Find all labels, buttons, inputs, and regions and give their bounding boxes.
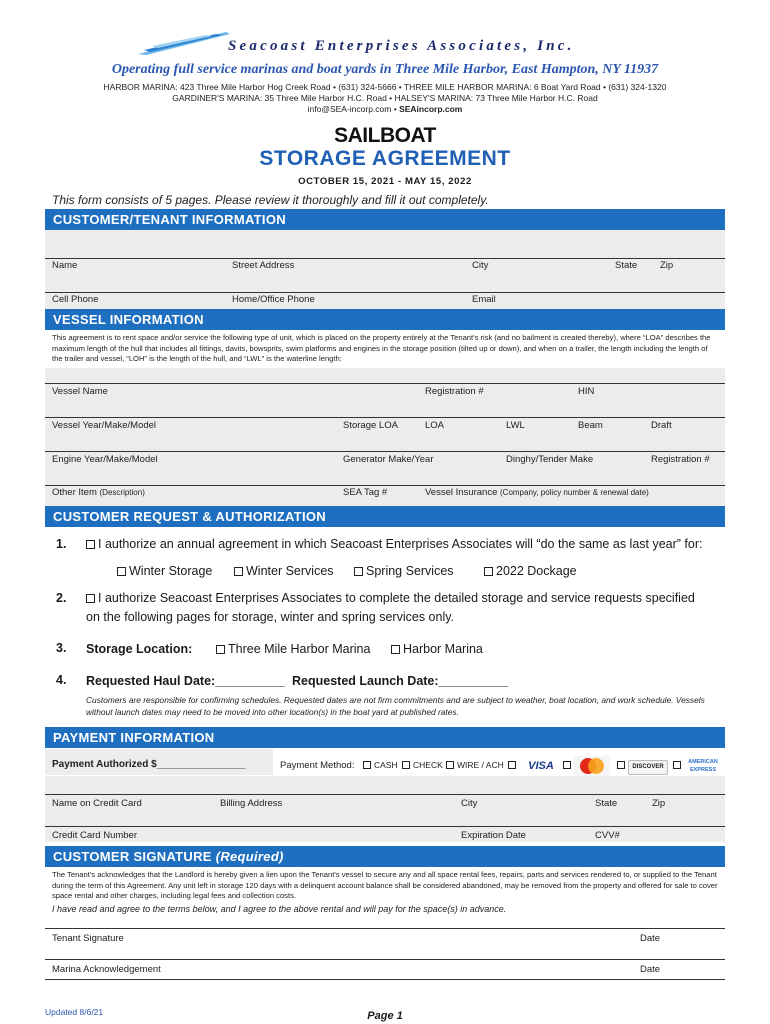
swoosh-logo-icon [136,30,232,56]
checkbox[interactable] [86,540,95,549]
address-line-1: HARBOR MARINA: 423 Three Mile Harbor Hog Creek Road • (631) 324-5666 • THREE MILE HARBOR MARINA: 6 Boat Yard Road • (631) 324-1320 [103,82,667,92]
field-line[interactable] [45,417,725,418]
card-fields-area [45,776,725,842]
street-label: Street Address [232,260,295,271]
checkbox[interactable] [617,761,625,769]
vessel-description: This agreement is to rent space and/or service the following type of unit, which is placed on the property entirely at the Tenant's risk (and no bailment is created thereby), where “LOA” describes the maximum length of the hull that includes all fittings, davits, bowsprits, swim platforms and engines in the storage position (tilted up or down), and when on a trailer, the length including the length of the trailer and vessel, “LOH” is the length of the hull, and “LWL” is the waterline length: [52,333,711,363]
field-line[interactable] [45,383,725,384]
item-number: 3. [56,641,67,655]
term-dates: OCTOBER 15, 2021 - MAY 15, 2022 [298,176,472,187]
billing-zip-label: Zip [652,798,666,809]
cell-phone-label: Cell Phone [52,294,99,305]
field-line[interactable] [45,826,725,827]
visa-logo-icon: VISA [528,760,554,772]
hin-label: HIN [578,386,595,397]
registration-label: Registration # [425,386,484,397]
lwl-label: LWL [506,420,525,431]
billing-address-label: Billing Address [220,798,283,809]
lien-text: The Tenant's acknowledges that the Landlord is hereby given a lien upon the Tenant's vessel to secure any and all space rental fees, repairs, parts and services rendered to, or supplied to the Tenant during the term of this Agreement. Any unit left in storage 120 days with a delinquent account balance shall be considered abandoned, may be removed from the property and offered for sale to cover space rental and other charges, including legal fees and collection costs. [52,870,718,900]
letterhead [0,0,770,120]
checkbox[interactable] [673,761,681,769]
tenant-date-label: Date [640,933,661,944]
updated-date: Updated 8/6/21 [45,1007,104,1017]
spring-services-option[interactable]: Spring Services [354,564,454,578]
beam-label: Beam [578,420,603,431]
address-line-2: GARDINER'S MARINA: 35 Three Mile Harbor H.C. Road • HALSEY'S MARINA: 73 Three Mile Harbor H.C. Road [172,93,598,103]
dinghy-label: Dinghy/Tender Make [506,454,594,465]
generator-label: Generator Make/Year [343,454,434,465]
other-item-label: Other Item (Description) [52,487,145,498]
field-line[interactable] [45,485,725,486]
page-number: Page 1 [367,1010,403,1022]
request-section-heading: CUSTOMER REQUEST & AUTHORIZATION [45,506,725,527]
field-line[interactable] [45,794,725,795]
harbor-marina-option[interactable]: Harbor Marina [391,642,483,656]
vessel-section-heading: VESSEL INFORMATION [45,309,725,330]
city-label: City [472,260,489,271]
name-on-card-label: Name on Credit Card [52,798,142,809]
storage-loa-label: Storage LOA [343,420,398,431]
field-line[interactable] [45,451,725,452]
checkbox[interactable] [563,761,571,769]
expiration-label: Expiration Date [461,830,526,841]
item-number: 2. [56,591,67,605]
item-number: 4. [56,673,67,687]
checkbox[interactable] [363,761,371,769]
amex-checkbox[interactable] [673,760,684,771]
detailed-request-option[interactable]: I authorize Seacoast Enterprises Associates to complete the detailed storage and service requests specified [86,591,695,605]
checkbox[interactable] [234,567,243,576]
three-mile-harbor-option[interactable]: Three Mile Harbor Marina [216,642,370,656]
field-line[interactable] [45,258,725,259]
title-storage-agreement: STORAGE AGREEMENT [259,147,511,170]
customer-section-heading: CUSTOMER/TENANT INFORMATION [45,209,725,230]
schedule-note: Customers are responsible for confirming schedules. Requested dates are not firm commitments and are subject to weather, boat location, and work schedule. Vessels without launch dates may need to be moved into other location(s) in the boat yard at published rates. [86,695,705,717]
checkbox[interactable] [86,594,95,603]
card-number-label: Credit Card Number [52,830,137,841]
zip-label: Zip [660,260,674,271]
agree-text: I have read and agree to the terms below, and I agree to the above rental and will pay for the space(s) in advance. [52,904,507,914]
billing-city-label: City [461,798,478,809]
state-label: State [615,260,638,271]
winter-services-option[interactable]: Winter Services [234,564,334,578]
dockage-option[interactable]: 2022 Dockage [484,564,577,578]
checkbox[interactable] [508,761,516,769]
sea-tag-label: SEA Tag # [343,487,388,498]
website-text: SEAincorp.com [399,104,463,114]
amex-logo-icon: AMERICAN EXPRESS [688,759,718,773]
email-label: Email [472,294,496,305]
loa-label: LOA [425,420,445,431]
checkbox[interactable] [117,567,126,576]
signature-line[interactable] [45,979,725,980]
home-phone-label: Home/Office Phone [232,294,315,305]
signature-line[interactable] [45,959,725,960]
checkbox[interactable] [484,567,493,576]
intro-text: This form consists of 5 pages. Please review it thoroughly and fill it out completely. [52,193,489,207]
checkbox[interactable] [446,761,454,769]
check-option[interactable]: CHECK [402,760,443,770]
signature-section-heading: CUSTOMER SIGNATURE (Required) [45,846,725,867]
marina-ack-label: Marina Acknowledgement [52,964,161,975]
storage-location-label: Storage Location: [86,642,193,656]
marina-date-label: Date [640,964,661,975]
checkbox[interactable] [216,645,225,654]
company-name: Seacoast Enterprises Associates, Inc. [228,38,575,54]
annual-agreement-option[interactable]: I authorize an annual agreement in which Seacoast Enterprises Associates will “do the same as last year” for: [86,537,702,551]
customer-fields-area [45,230,725,320]
discover-logo-icon: DISCOVER [628,760,668,775]
billing-state-label: State [595,798,618,809]
discover-checkbox[interactable] [617,760,628,771]
vessel-name-label: Vessel Name [52,386,108,397]
winter-storage-option[interactable]: Winter Storage [117,564,212,578]
tagline: Operating full service marinas and boat yards in Three Mile Harbor, East Hampton, NY 11937 [111,62,659,77]
checkbox[interactable] [354,567,363,576]
haul-date-field[interactable]: Requested Haul Date:__________ [86,674,285,688]
checkbox[interactable] [402,761,410,769]
contact-line [0,104,770,114]
draft-label: Draft [651,420,672,431]
payment-section-heading: PAYMENT INFORMATION [45,727,725,748]
tenant-signature-label: Tenant Signature [52,933,124,944]
item-number: 1. [56,537,67,551]
field-line[interactable] [45,292,725,293]
registration-2-label: Registration # [651,454,710,465]
name-label: Name [52,260,78,271]
title-sailboat: SAILBOAT [334,124,436,147]
visa-checkbox[interactable] [508,760,519,771]
cash-option[interactable]: CASH [363,760,398,770]
insurance-label: Vessel Insurance (Company, policy number & renewal date) [425,487,649,498]
detailed-request-text-cont: on the following pages for storage, winter and spring services only. [86,610,455,624]
launch-date-field[interactable]: Requested Launch Date:__________ [292,674,509,688]
signature-line[interactable] [45,928,725,929]
mastercard-checkbox[interactable] [563,760,574,771]
payment-method-label: Payment Method: [280,760,355,771]
wire-ach-option[interactable]: WIRE / ACH [446,760,504,770]
mastercard-logo-icon [574,756,610,776]
engine-label: Engine Year/Make/Model [52,454,158,465]
cvv-label: CVV# [595,830,620,841]
payment-authorized-field[interactable]: Payment Authorized $________________ [52,759,246,770]
checkbox[interactable] [391,645,400,654]
year-make-model-label: Vessel Year/Make/Model [52,420,157,431]
email-text: info@SEA-incorp.com • [307,104,397,114]
